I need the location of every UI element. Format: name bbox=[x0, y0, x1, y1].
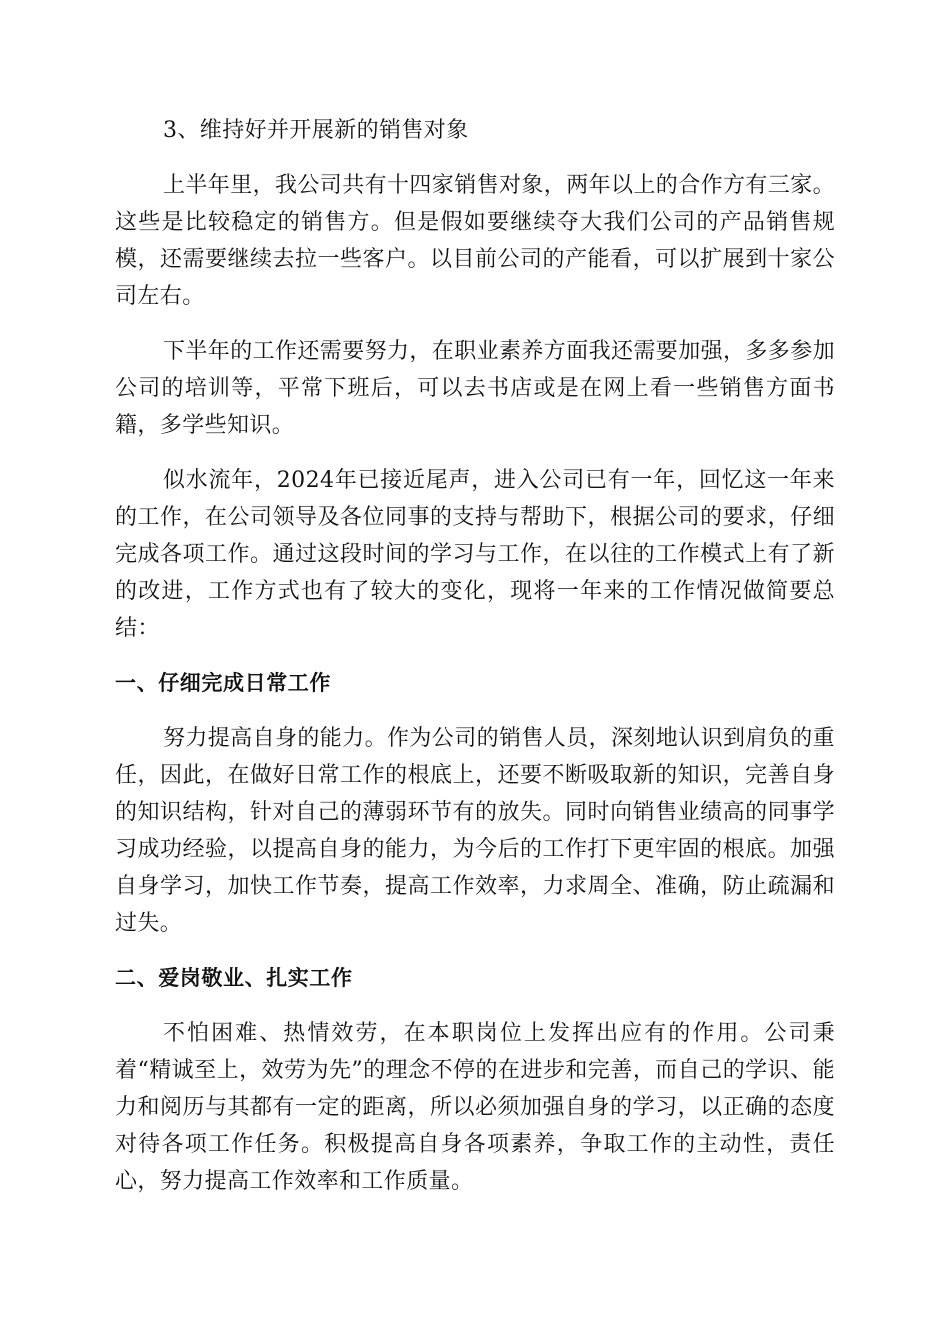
paragraph-improve-ability: 努力提高自身的能力。作为公司的销售人员，深刻地认识到肩负的重任，因此，在做好日常工作的根底上，还要不断吸取新的知识，完善自身的知识结构，针对自己的薄弱环节有的放失。同时向销售业绩高的同事学习成功经验，以提高自身的能力，为今后的工作打下更牢固的根底。加强自身学习，加快工作节奏，提高工作效率，力求周全、准确，防止疏漏和过失。 bbox=[115, 726, 836, 936]
paragraph-second-half-plan: 下半年的工作还需要努力，在职业素养方面我还需要加强，多多参加公司的培训等，平常下班后，可以去书店或是在网上看一些销售方面书籍，多学些知识。 bbox=[115, 339, 836, 438]
paragraph-sales-clients: 上半年里，我公司共有十四家销售对象，两年以上的合作方有三家。这些是比较稳定的销售方。但是假如要继续夺大我们公司的产品销售规模，还需要继续去拉一些客户。以目前公司的产能看，可以扩展到十家公司左右。 bbox=[115, 173, 836, 309]
document-body bbox=[115, 112, 835, 1218]
heading-daily-work: 一、仔细完成日常工作 bbox=[115, 671, 331, 695]
paragraph-hard-work: 不怕困难、热情效劳，在本职岗位上发挥出应有的作用。公司秉着“精诚至上，效劳为先”的理念不停的在进步和完善，而自己的学识、能力和阅历与其都有一定的距离，所以必须加强自身的学习，以正确的态度对待各项工作任务。积极提高自身各项素养，争取工作的主动性，责任心，努力提高工作效率和工作质量。 bbox=[115, 1021, 835, 1194]
heading-dedication: 二、爱岗敬业、扎实工作 bbox=[115, 966, 353, 990]
paragraph-section-3-title: 3、维持好并开展新的销售对象 bbox=[163, 118, 469, 143]
paragraph-annual-summary-intro: 似水流年，2024年已接近尾声，进入公司已有一年，回忆这一年来的工作，在公司领导及各位同事的支持与帮助下，根据公司的要求，仔细完成各项工作。通过这段时间的学习与工作，在以往的工作模式上有了新的改进，工作方式也有了较大的变化，现将一年来的工作情况做简要总结： bbox=[115, 468, 835, 641]
